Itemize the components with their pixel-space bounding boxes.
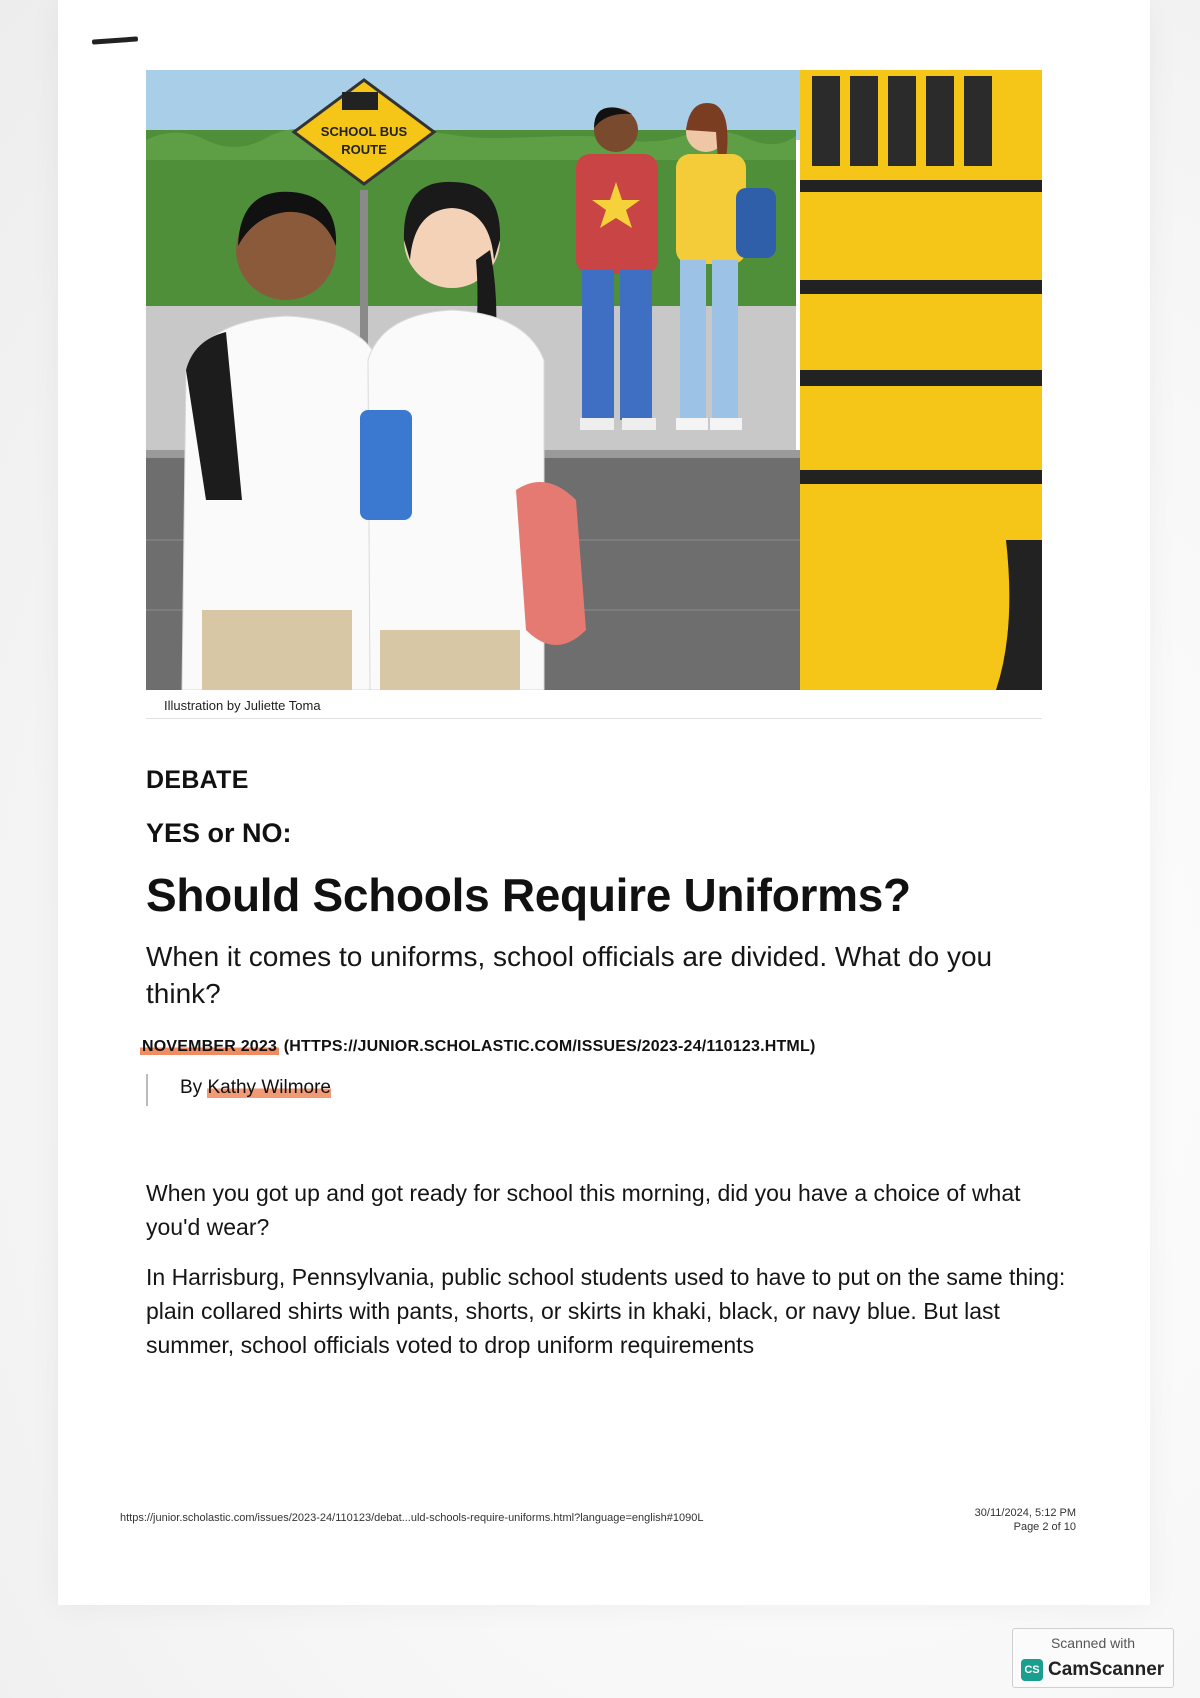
camscanner-logo-icon: CS bbox=[1021, 1659, 1043, 1681]
print-timestamp: 30/11/2024, 5:12 PM bbox=[974, 1507, 1076, 1519]
illustration-svg bbox=[146, 70, 1042, 690]
byline bbox=[180, 1077, 331, 1099]
issue-dateline bbox=[140, 1038, 1100, 1056]
sign-text-line1: SCHOOL BUS bbox=[320, 124, 408, 139]
author-link[interactable]: Kathy Wilmore bbox=[207, 1077, 331, 1098]
scanned-with-label: Scanned with bbox=[1050, 1635, 1136, 1651]
paragraph-2: In Harrisburg, Pennsylvania, public school students used to have to put on the same thing: plain collared shirts with pants, shorts, or skirts in khaki, black, or navy blue. But last summer, school officials voted to drop uniform requirements bbox=[146, 1264, 1066, 1358]
byline-prefix: By bbox=[180, 1077, 203, 1098]
camscanner-brand: CamScanner bbox=[1048, 1659, 1165, 1680]
page-title: Should Schools Require Uniforms? bbox=[146, 869, 911, 921]
page-number: Page 2 of 10 bbox=[1013, 1521, 1076, 1533]
section-kicker: DEBATE bbox=[146, 766, 249, 794]
byline-bar bbox=[146, 1074, 148, 1106]
camscanner-badge bbox=[1012, 1628, 1174, 1688]
issue-link[interactable]: (HTTPS://JUNIOR.SCHOLASTIC.COM/ISSUES/2023-24/110123.HTML) bbox=[283, 1038, 816, 1055]
yes-or-no-label: YES or NO: bbox=[146, 818, 292, 848]
article-dek: When it comes to uniforms, school officials are divided. What do you think? bbox=[146, 941, 993, 1009]
sign-text-line2: ROUTE bbox=[341, 142, 387, 157]
footer-stamp bbox=[948, 1506, 1076, 1534]
article-illustration bbox=[146, 70, 1042, 690]
footer-url: https://junior.scholastic.com/issues/2023-24/110123/debat...uld-schools-require-uniforms.html?language=english#1090L bbox=[120, 1512, 704, 1524]
illustration-caption: Illustration by Juliette Toma bbox=[164, 698, 321, 713]
caption-divider bbox=[146, 718, 1042, 719]
issue-date: NOVEMBER 2023 bbox=[142, 1038, 278, 1055]
paragraph-1: When you got up and got ready for school this morning, did you have a choice of what you'd wear? bbox=[146, 1180, 1021, 1240]
figure-yellow-top bbox=[676, 154, 746, 264]
